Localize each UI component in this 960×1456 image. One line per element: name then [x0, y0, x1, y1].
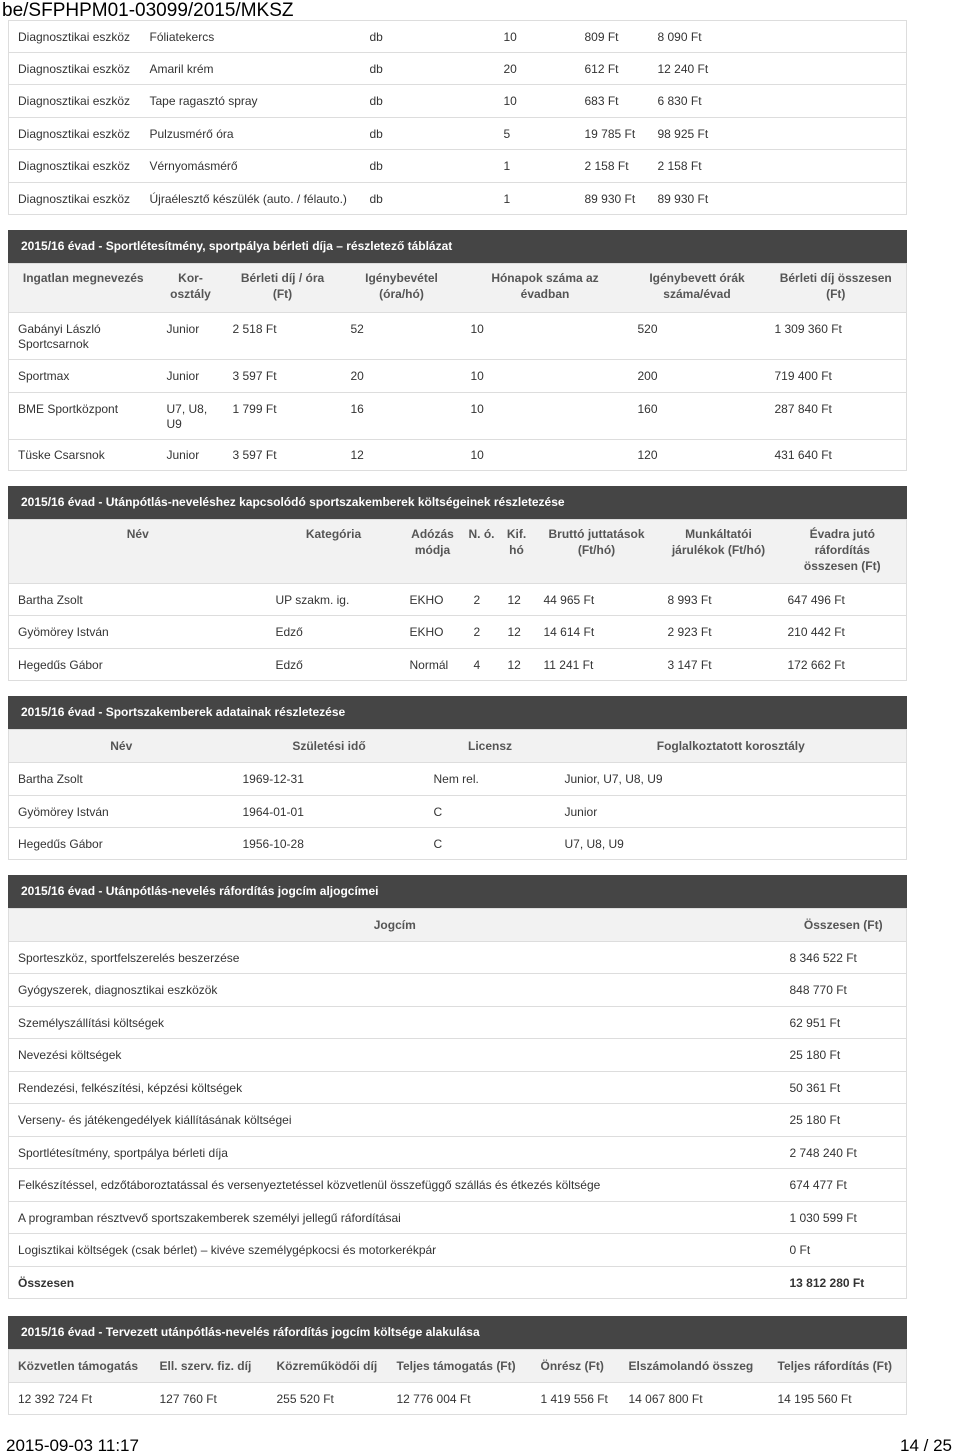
- column-header: Jogcím: [9, 909, 781, 942]
- table-row: [9, 85, 907, 118]
- table-cell: 1 419 556 Ft: [532, 1383, 620, 1415]
- table-cell: 98 925 Ft: [649, 118, 907, 150]
- table-cell: 647 496 Ft: [779, 584, 907, 616]
- table-cell: Nevezési költségek: [9, 1039, 781, 1072]
- table-cell: 50 361 Ft: [781, 1072, 907, 1104]
- column-header: Ell. szerv. fiz. díj: [151, 1350, 268, 1383]
- table-row: [9, 440, 907, 471]
- table-cell: db: [361, 21, 495, 53]
- table-cell: 12: [499, 649, 535, 681]
- footer-page-number: 14 / 25: [900, 1436, 952, 1455]
- table-cell: 62 951 Ft: [781, 1007, 907, 1039]
- table-cell: 1969-12-31: [234, 763, 425, 796]
- table-cell: 20: [342, 360, 462, 393]
- table-row: [9, 1383, 907, 1415]
- table-cell: 52: [342, 313, 462, 360]
- section-title-subtitles: 2015/16 évad - Utánpótlás-nevelés ráfordítás jogcím aljogcímei: [8, 875, 907, 908]
- table-cell: db: [361, 118, 495, 150]
- table-cell: 20: [495, 53, 576, 85]
- staff-costs-table: [8, 519, 907, 681]
- column-header: Önrész (Ft): [532, 1350, 620, 1383]
- table-cell: U7, U8, U9: [158, 393, 224, 440]
- column-header: Bruttó juttatások (Ft/hó): [535, 520, 659, 584]
- table-row: [9, 360, 907, 393]
- table-cell: Gabányi László Sportcsarnok: [9, 313, 158, 360]
- column-header: Kif. hó: [499, 520, 535, 584]
- table-cell: 89 930 Ft: [649, 183, 907, 215]
- staff-data-table: [8, 729, 907, 860]
- table-row: [9, 1169, 907, 1202]
- table-cell: Bartha Zsolt: [9, 763, 234, 796]
- table-cell: Hegedűs Gábor: [9, 649, 267, 681]
- table-cell: 6 830 Ft: [649, 85, 907, 118]
- table-cell: 2: [465, 616, 499, 649]
- table-cell: 612 Ft: [576, 53, 649, 85]
- table-cell: 719 400 Ft: [766, 360, 907, 393]
- column-header: Ingatlan megnevezés: [9, 264, 158, 313]
- table-row: [9, 1007, 907, 1039]
- table-cell: 172 662 Ft: [779, 649, 907, 681]
- column-header: Hónapok száma az évadban: [462, 264, 629, 313]
- table-cell: 25 180 Ft: [781, 1039, 907, 1072]
- table-cell: 10: [495, 85, 576, 118]
- column-header: Igénybevett órák száma/évad: [629, 264, 766, 313]
- table-cell: 12: [499, 584, 535, 616]
- table-cell: 127 760 Ft: [151, 1383, 268, 1415]
- table-cell: Junior: [158, 440, 224, 471]
- table-cell: 89 930 Ft: [576, 183, 649, 215]
- table-cell: Tüske Csarsnok: [9, 440, 158, 471]
- table-cell: EKHO: [401, 584, 465, 616]
- column-header: Munkáltatói járulékok (Ft/hó): [659, 520, 779, 584]
- table-cell: 10: [462, 440, 629, 471]
- table-cell: Személyszállítási költségek: [9, 1007, 781, 1039]
- table-cell: 44 965 Ft: [535, 584, 659, 616]
- table-header-row: [9, 909, 907, 942]
- column-header: Összesen (Ft): [781, 909, 907, 942]
- table-row: [9, 1039, 907, 1072]
- table-row: [9, 616, 907, 649]
- table-row: [9, 649, 907, 681]
- column-header: Bérleti díj összesen (Ft): [766, 264, 907, 313]
- column-header: Kor- osztály: [158, 264, 224, 313]
- table-cell: 1: [495, 150, 576, 183]
- table-cell: Junior, U7, U8, U9: [556, 763, 907, 796]
- column-header: Elszámolandó összeg: [620, 1350, 769, 1383]
- table-cell: Diagnosztikai eszköz: [9, 183, 141, 215]
- table-cell: BME Sportközpont: [9, 393, 158, 440]
- column-header: Teljes ráfordítás (Ft): [769, 1350, 907, 1383]
- table-row: [9, 763, 907, 796]
- column-header: Foglalkoztatott korosztály: [556, 730, 907, 763]
- table-row: [9, 393, 907, 440]
- table-cell: 287 840 Ft: [766, 393, 907, 440]
- section-title-staff-costs: 2015/16 évad - Utánpótlás-neveléshez kapcsolódó sportszakemberek költségeinek részletezése: [8, 486, 907, 519]
- table-cell: 2: [465, 584, 499, 616]
- table-row: [9, 118, 907, 150]
- table-row: [9, 1137, 907, 1169]
- table-cell: 1956-10-28: [234, 828, 425, 860]
- column-header: Közvetlen támogatás: [9, 1350, 151, 1383]
- table-cell: Tape ragasztó spray: [141, 85, 361, 118]
- column-header: Közreműködői díj: [268, 1350, 388, 1383]
- table-row: [9, 584, 907, 616]
- table-cell: Nem rel.: [425, 763, 556, 796]
- column-header: Adózás módja: [401, 520, 465, 584]
- table-cell: U7, U8, U9: [556, 828, 907, 860]
- table-row: [9, 313, 907, 360]
- table-cell: db: [361, 183, 495, 215]
- table-cell: 8 090 Ft: [649, 21, 907, 53]
- total-label: Összesen: [9, 1267, 781, 1299]
- column-header: Licensz: [425, 730, 556, 763]
- table-cell: 210 442 Ft: [779, 616, 907, 649]
- table-cell: Edző: [267, 616, 401, 649]
- total-value: 13 812 280 Ft: [781, 1267, 907, 1299]
- table-cell: 2 748 240 Ft: [781, 1137, 907, 1169]
- table-cell: Junior: [158, 313, 224, 360]
- table-row: [9, 53, 907, 85]
- table-cell: EKHO: [401, 616, 465, 649]
- table-header-row: [9, 264, 907, 313]
- table-cell: 255 520 Ft: [268, 1383, 388, 1415]
- table-cell: 683 Ft: [576, 85, 649, 118]
- table-cell: 1: [495, 183, 576, 215]
- table-cell: 4: [465, 649, 499, 681]
- footer-timestamp: 2015-09-03 11:17: [6, 1436, 139, 1455]
- table-cell: 431 640 Ft: [766, 440, 907, 471]
- table-cell: Edző: [267, 649, 401, 681]
- table-cell: 200: [629, 360, 766, 393]
- table-cell: Diagnosztikai eszköz: [9, 21, 141, 53]
- table-header-row: [9, 520, 907, 584]
- table-cell: 3 147 Ft: [659, 649, 779, 681]
- table-cell: 14 195 560 Ft: [769, 1383, 907, 1415]
- table-cell: 520: [629, 313, 766, 360]
- table-cell: 1964-01-01: [234, 796, 425, 828]
- table-cell: Diagnosztikai eszköz: [9, 118, 141, 150]
- subtitles-table: [8, 908, 907, 1299]
- planned-table: [8, 1349, 907, 1415]
- table-cell: Rendezési, felkészítési, képzési költségek: [9, 1072, 781, 1104]
- table-row: [9, 1104, 907, 1137]
- table-cell: Amaril krém: [141, 53, 361, 85]
- table-cell: 10: [495, 21, 576, 53]
- table-cell: Sportlétesítmény, sportpálya bérleti díja: [9, 1137, 781, 1169]
- table-cell: 8 993 Ft: [659, 584, 779, 616]
- table-cell: 1 309 360 Ft: [766, 313, 907, 360]
- table-cell: Diagnosztikai eszköz: [9, 53, 141, 85]
- table-cell: Sportmax: [9, 360, 158, 393]
- table-row: [9, 828, 907, 860]
- column-header: N. ó.: [465, 520, 499, 584]
- table-row: [9, 1202, 907, 1234]
- table-cell: 12 240 Ft: [649, 53, 907, 85]
- total-row: [9, 1267, 907, 1299]
- table-row: [9, 974, 907, 1007]
- column-header: Bérleti díj / óra (Ft): [224, 264, 342, 313]
- table-cell: Bartha Zsolt: [9, 584, 267, 616]
- table-cell: 12 776 004 Ft: [388, 1383, 532, 1415]
- table-cell: Felkészítéssel, edzőtáboroztatással és versenyeztetéssel közvetlenül összefüggő szállás és étkezés költsége: [9, 1169, 781, 1202]
- table-cell: 120: [629, 440, 766, 471]
- table-row: [9, 183, 907, 215]
- table-row: [9, 150, 907, 183]
- table-cell: C: [425, 828, 556, 860]
- table-cell: 10: [462, 393, 629, 440]
- table-cell: Verseny- és játékengedélyek kiállításának költségei: [9, 1104, 781, 1137]
- table-cell: 2 158 Ft: [576, 150, 649, 183]
- table-cell: A programban résztvevő sportszakemberek személyi jellegű ráfordításai: [9, 1202, 781, 1234]
- table-cell: 12: [499, 616, 535, 649]
- table-cell: Pulzusmérő óra: [141, 118, 361, 150]
- table-cell: db: [361, 150, 495, 183]
- table-cell: 809 Ft: [576, 21, 649, 53]
- table-cell: 1 799 Ft: [224, 393, 342, 440]
- table-row: [9, 1234, 907, 1267]
- table-cell: Újraélesztő készülék (auto. / félauto.): [141, 183, 361, 215]
- section-title-planned: 2015/16 évad - Tervezett utánpótlás-nevelés ráfordítás jogcím költsége alakulása: [8, 1316, 907, 1349]
- table-cell: Gyógyszerek, diagnosztikai eszközök: [9, 974, 781, 1007]
- table-cell: 2 923 Ft: [659, 616, 779, 649]
- table-cell: 2 158 Ft: [649, 150, 907, 183]
- table-cell: db: [361, 53, 495, 85]
- table-cell: 674 477 Ft: [781, 1169, 907, 1202]
- table-cell: 8 346 522 Ft: [781, 942, 907, 974]
- section-title-rental: 2015/16 évad - Sportlétesítmény, sportpálya bérleti díja – részletező táblázat: [8, 230, 907, 263]
- table-cell: 2 518 Ft: [224, 313, 342, 360]
- table-cell: Diagnosztikai eszköz: [9, 85, 141, 118]
- column-header: Évadra jutó ráfordítás összesen (Ft): [779, 520, 907, 584]
- column-header: Név: [9, 730, 234, 763]
- table-cell: 1 030 599 Ft: [781, 1202, 907, 1234]
- table-cell: 12: [342, 440, 462, 471]
- table-cell: UP szakm. ig.: [267, 584, 401, 616]
- table-cell: Fóliatekercs: [141, 21, 361, 53]
- table-cell: 160: [629, 393, 766, 440]
- table-header-row: [9, 730, 907, 763]
- table-cell: 0 Ft: [781, 1234, 907, 1267]
- table-cell: Vérnyomásmérő: [141, 150, 361, 183]
- column-header: Kategória: [267, 520, 401, 584]
- table-cell: 19 785 Ft: [576, 118, 649, 150]
- items-table: [8, 20, 907, 215]
- table-cell: Gyömörey István: [9, 796, 234, 828]
- table-cell: 14 067 800 Ft: [620, 1383, 769, 1415]
- table-header-row: [9, 1350, 907, 1383]
- table-cell: Logisztikai költségek (csak bérlet) – kivéve személygépkocsi és motorkerékpár: [9, 1234, 781, 1267]
- section-title-staff-data: 2015/16 évad - Sportszakemberek adatainak részletezése: [8, 696, 907, 729]
- rental-table: [8, 263, 907, 471]
- table-row: [9, 942, 907, 974]
- table-row: [9, 1072, 907, 1104]
- table-cell: Junior: [556, 796, 907, 828]
- table-cell: 16: [342, 393, 462, 440]
- column-header: Teljes támogatás (Ft): [388, 1350, 532, 1383]
- table-cell: Junior: [158, 360, 224, 393]
- table-row: [9, 21, 907, 53]
- column-header: Név: [9, 520, 267, 584]
- table-cell: Hegedűs Gábor: [9, 828, 234, 860]
- document-id: be/SFPHPM01-03099/2015/MKSZ: [2, 0, 294, 21]
- table-cell: Sporteszköz, sportfelszerelés beszerzése: [9, 942, 781, 974]
- table-row: [9, 796, 907, 828]
- table-cell: Diagnosztikai eszköz: [9, 150, 141, 183]
- table-cell: 3 597 Ft: [224, 360, 342, 393]
- column-header: Igénybevétel (óra/hó): [342, 264, 462, 313]
- table-cell: 5: [495, 118, 576, 150]
- table-cell: 3 597 Ft: [224, 440, 342, 471]
- table-cell: 14 614 Ft: [535, 616, 659, 649]
- table-cell: Gyömörey István: [9, 616, 267, 649]
- table-cell: 12 392 724 Ft: [9, 1383, 151, 1415]
- table-cell: Normál: [401, 649, 465, 681]
- table-cell: 848 770 Ft: [781, 974, 907, 1007]
- table-cell: db: [361, 85, 495, 118]
- table-cell: 10: [462, 360, 629, 393]
- items-table-body: [9, 21, 907, 215]
- table-cell: C: [425, 796, 556, 828]
- column-header: Születési idő: [234, 730, 425, 763]
- table-cell: 11 241 Ft: [535, 649, 659, 681]
- table-cell: 25 180 Ft: [781, 1104, 907, 1137]
- table-cell: 10: [462, 313, 629, 360]
